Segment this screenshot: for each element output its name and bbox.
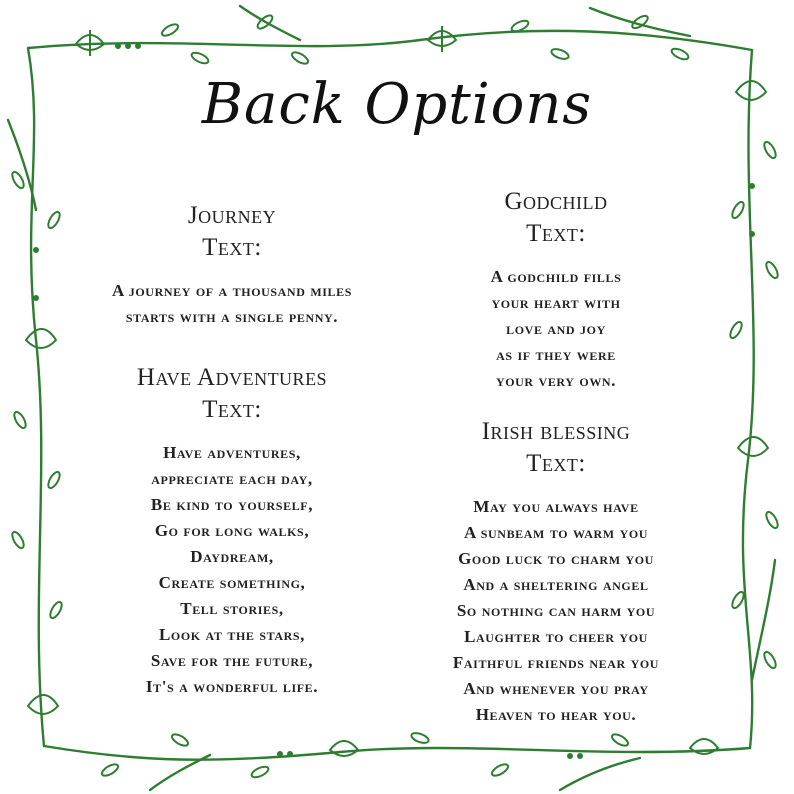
godchild-heading-line-1: Godchild — [504, 188, 608, 215]
adventures-line: Daydream, — [190, 547, 274, 566]
irish-blessing-line: Heaven to hear you. — [475, 705, 637, 724]
vine-bottom — [44, 746, 750, 760]
godchild-text — [396, 264, 716, 394]
journey-text — [72, 278, 392, 330]
irish-blessing-heading — [396, 416, 716, 480]
adventures-line: Have adventures, — [163, 443, 301, 462]
irish-blessing-line: Good luck to charm you — [458, 549, 654, 568]
adventures-heading — [72, 362, 392, 426]
adventures-heading-line-1: Have Adventures — [136, 364, 328, 391]
irish-blessing-heading-line-2: Text: — [526, 450, 586, 477]
godchild-line: your heart with — [491, 293, 621, 312]
irish-blessing-line: A sunbeam to warm you — [463, 523, 649, 542]
irish-blessing-line: So nothing can harm you — [456, 601, 656, 620]
irish-blessing-line: And a sheltering angel — [463, 575, 649, 594]
adventures-line: Look at the stars, — [158, 625, 306, 644]
adventures-section — [72, 362, 392, 700]
irish-blessing-line: Faithful friends near you — [452, 653, 660, 672]
vine-right — [743, 50, 754, 748]
adventures-line: Tell stories, — [180, 599, 284, 618]
tulip-bud-left — [26, 329, 56, 348]
leaf-cluster-left — [10, 170, 64, 620]
irish-blessing-heading-line-1: Irish blessing — [481, 418, 631, 445]
vine-left — [28, 48, 44, 746]
irish-blessing-line: May you always have — [473, 497, 639, 516]
godchild-line: A godchild fills — [490, 267, 622, 286]
tulip-bud-right — [738, 437, 768, 456]
adventures-text — [72, 440, 392, 700]
journey-heading-line-2: Text: — [202, 234, 262, 261]
irish-blessing-section — [396, 416, 716, 728]
page-title: Back Options — [201, 72, 593, 137]
adventures-line: It's a wonderful life. — [145, 677, 319, 696]
adventures-line: Save for the future, — [150, 651, 314, 670]
adventures-line: Be kind to yourself, — [150, 495, 314, 514]
adventures-line: Create something, — [158, 573, 306, 592]
journey-line: A journey of a thousand miles — [111, 281, 352, 300]
journey-section — [72, 200, 392, 330]
tulip-bud-bottom-left — [28, 695, 58, 714]
adventures-heading-line-2: Text: — [202, 396, 262, 423]
godchild-line: your very own. — [495, 371, 617, 390]
adventures-line: appreciate each day, — [151, 469, 313, 488]
godchild-line: love and joy — [506, 319, 606, 338]
godchild-heading — [396, 186, 716, 250]
irish-blessing-line: Laughter to cheer you — [464, 627, 648, 646]
godchild-section — [396, 186, 716, 394]
godchild-heading-line-2: Text: — [526, 220, 586, 247]
leaf-cluster-right — [728, 140, 780, 670]
journey-heading-line-1: Journey — [187, 202, 277, 229]
irish-blessing-text — [396, 494, 716, 728]
journey-heading — [72, 200, 392, 264]
irish-blessing-line: And whenever you pray — [463, 679, 649, 698]
adventures-line: Go for long walks, — [154, 521, 310, 540]
tulip-bud-bottom-center — [330, 741, 358, 756]
journey-line: starts with a single penny. — [125, 307, 339, 326]
godchild-line: as if they were — [496, 345, 616, 364]
